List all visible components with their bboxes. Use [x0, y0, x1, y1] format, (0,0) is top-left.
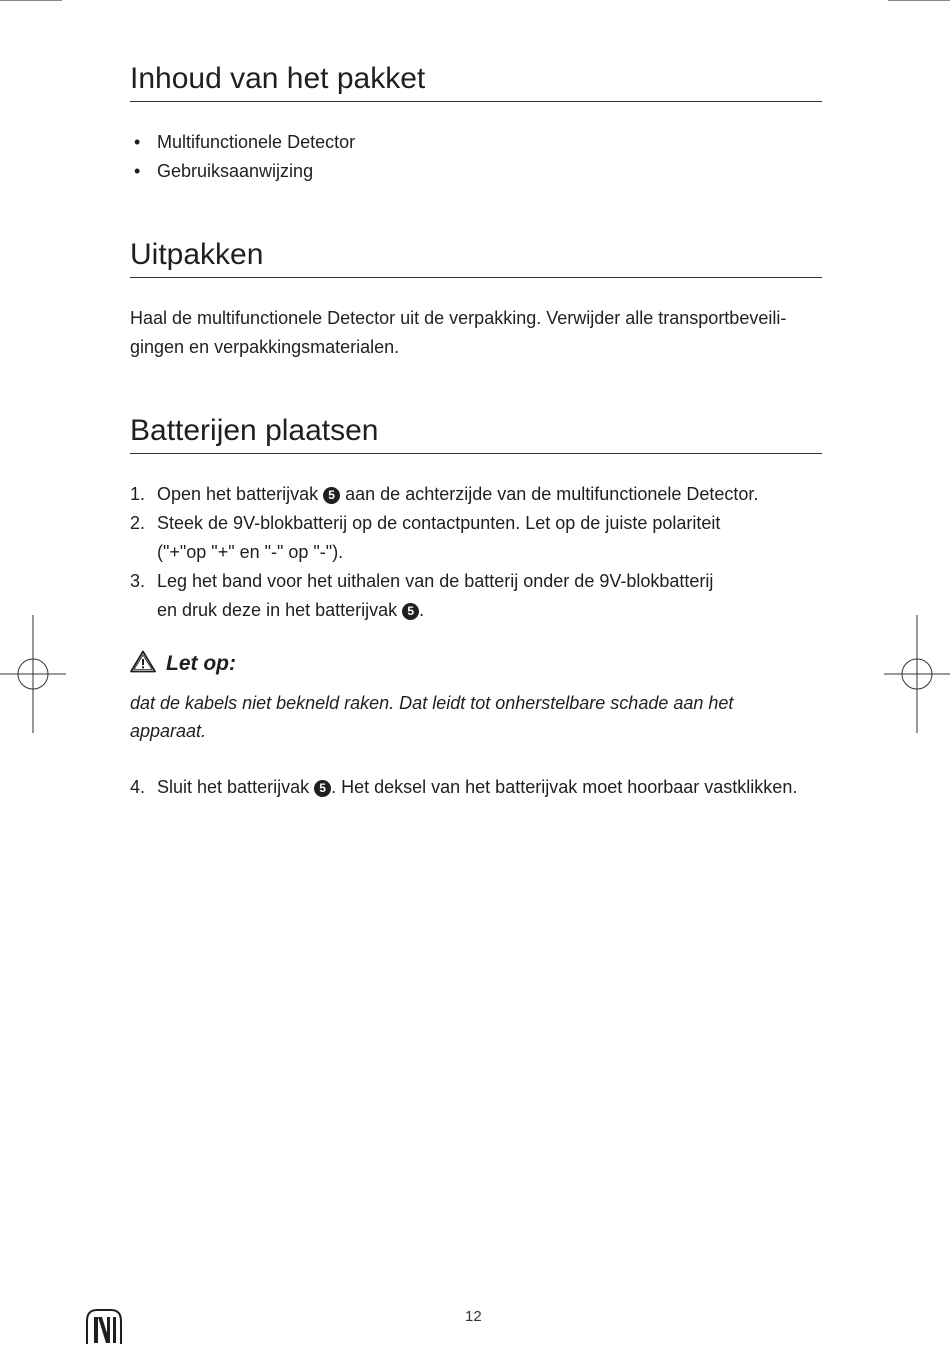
- warning-triangle-icon: [130, 650, 156, 673]
- warning-heading: [130, 650, 236, 676]
- unpacking-line-1: Haal de multifunctionele Detector uit de verpakking. Verwijder alle transportbeveili-: [130, 308, 787, 328]
- warning-line-2: apparaat.: [130, 721, 207, 741]
- step-text: en druk deze in het batterijvak: [157, 600, 398, 620]
- section-title-unpacking: Uitpakken: [130, 238, 822, 278]
- unpacking-line-2: gingen en verpakkingsmaterialen.: [130, 337, 400, 357]
- page-number: 12: [465, 1308, 482, 1325]
- step-text: Leg het band voor het uithalen van de batterij onder de 9V-blokbatterij: [157, 571, 714, 591]
- section-title-batteries: Batterijen plaatsen: [130, 414, 822, 454]
- step-number: 2.: [130, 513, 146, 533]
- warning-line-1: dat de kabels niet bekneld raken. Dat leidt tot onherstelbare schade aan het: [130, 693, 734, 713]
- step-text: . Het deksel van het batterijvak moet hoorbaar vastklikken.: [331, 777, 798, 797]
- section-title-contents: Inhoud van het pakket: [130, 62, 822, 102]
- warning-title: Let op:: [166, 652, 236, 675]
- step-number: 1.: [130, 484, 146, 504]
- step-number: 3.: [130, 571, 146, 591]
- list-item: • Multifunctionele Detector: [134, 128, 355, 157]
- warning-text: [130, 689, 810, 745]
- step-text: Steek de 9V-blokbatterij op de contactpunten. Let op de juiste polariteit: [157, 513, 721, 533]
- part-reference-badge: 5: [323, 487, 340, 504]
- list-item: • Gebruiksaanwijzing: [134, 157, 355, 186]
- part-reference-badge: 5: [402, 603, 419, 620]
- unpacking-paragraph: [130, 304, 850, 362]
- registration-mark-right-icon: [884, 615, 950, 733]
- step-text: Sluit het batterijvak: [157, 777, 310, 797]
- step-3: [130, 567, 830, 625]
- step-text: Open het batterijvak: [157, 484, 319, 504]
- crop-mark-top-right: [888, 0, 950, 1]
- step-1: [130, 480, 830, 509]
- step-number: 4.: [130, 777, 146, 797]
- step-2: [130, 509, 830, 567]
- language-badge-nl-icon: [85, 1307, 123, 1345]
- contents-list: [134, 128, 355, 186]
- crop-mark-top-left: [0, 0, 62, 1]
- step-4: [130, 773, 830, 802]
- registration-mark-left-icon: [0, 615, 66, 733]
- step-text: .: [419, 600, 425, 620]
- part-reference-badge: 5: [314, 780, 331, 797]
- step-text: ("+"op "+" en "-" op "-").: [157, 542, 344, 562]
- step-text: aan de achterzijde van de multifunctionele Detector.: [345, 484, 759, 504]
